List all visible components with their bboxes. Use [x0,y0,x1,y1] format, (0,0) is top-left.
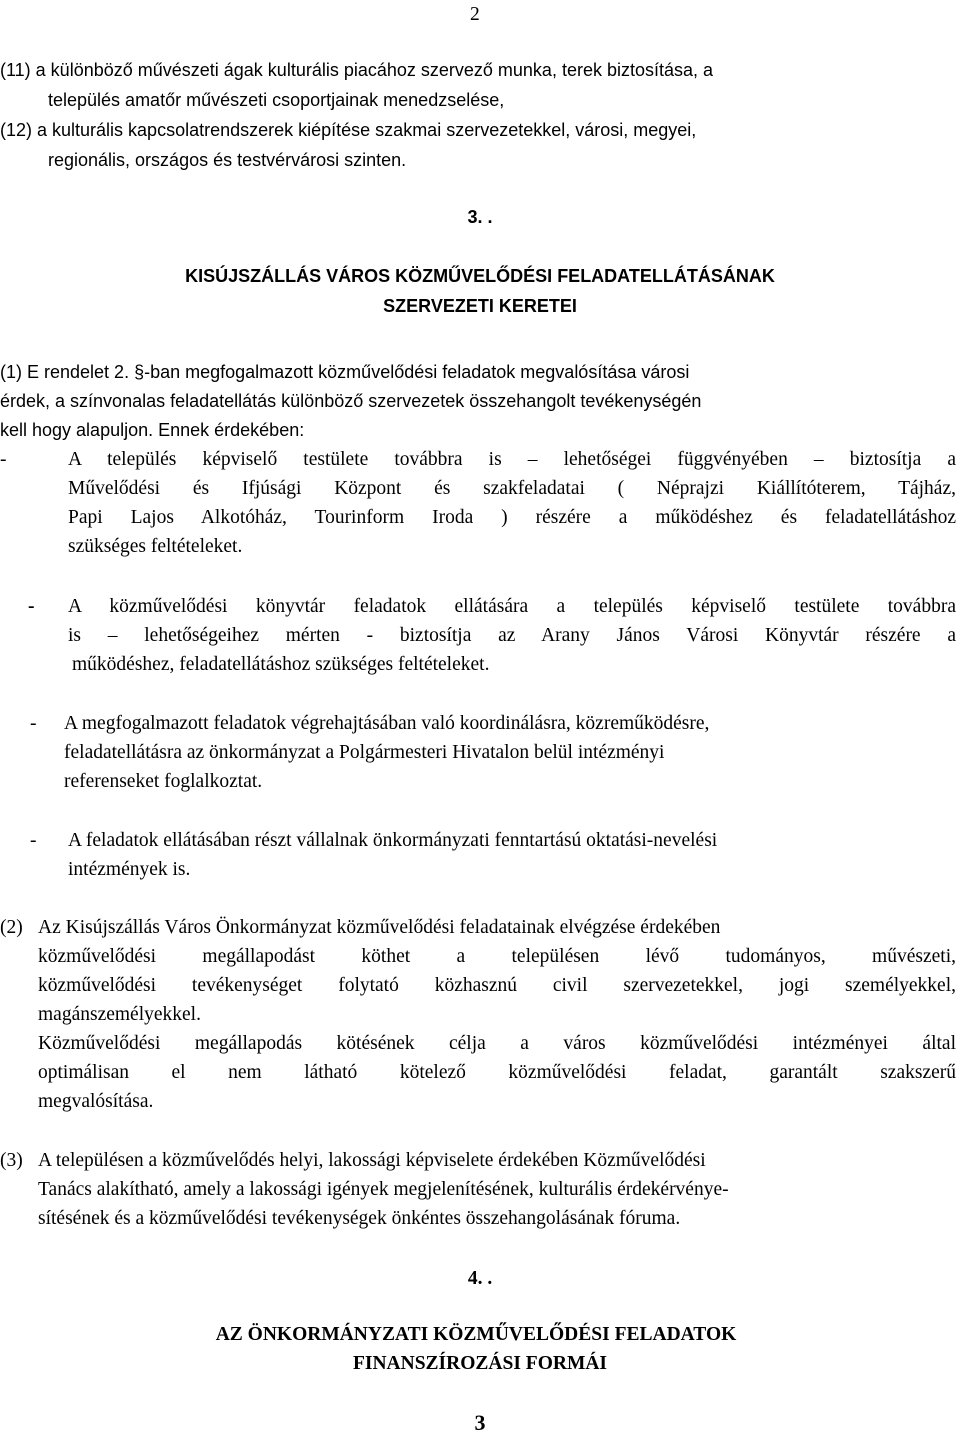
bullet-3-line-1: A megfogalmazott feladatok végrehajtásában való koordinálásra, közreműködésre, [64,713,710,734]
para-2-line-5: Közművelődési megállapodás kötésének célja a város közművelődési intézményei által [38,1033,956,1054]
para-1-line-1: (1) E rendelet 2. §-ban megfogalmazott közművelődési feladatok megvalósítása városi [0,362,690,382]
section-3-number: 3. . [467,207,493,227]
section-3-title-line-2: SZERVEZETI KERETEI [383,296,577,316]
bullet-2-line-2: is – lehetőségeihez mérten - biztosítja az Arany János Városi Könyvtár részére a [68,625,956,646]
bullet-4-dash: - [30,830,37,851]
item-12-line-1: (12) a kulturális kapcsolatrendszerek kiépítése szakmai szervezetekkel, városi, megyei, [0,120,697,140]
section-4-title-line-1: AZ ÖNKORMÁNYZATI KÖZMŰVELŐDÉSI FELADATOK [215,1324,737,1345]
bullet-2-line-1: A közművelődési könyvtár feladatok ellátására a település képviselő testülete továbbra [68,596,956,617]
bullet-3-dash: - [30,713,37,734]
bullet-2-dash: - [28,596,35,617]
para-2-line-2: közművelődési megállapodást köthet a településen lévő tudományos, művészeti, [38,946,956,967]
para-2-line-1: Az Kisújszállás Város Önkormányzat közművelődési feladatainak elvégzése érdekében [38,917,721,938]
item-12-line-2: regionális, országos és testvérvárosi szinten. [48,150,407,170]
bullet-1-line-3: Papi Lajos Alkotóház, Tourinform Iroda ) részére a működéshez és feladatellátáshoz [68,507,956,528]
footer-number: 3 [474,1410,486,1435]
bullet-4-line-1: A feladatok ellátásában részt vállalnak önkormányzati fenntartású oktatási-nevelési [68,830,718,851]
para-2-line-4: magánszemélyekkel. [38,1004,201,1025]
para-3-label: (3) [0,1150,23,1171]
bullet-4-line-2: intézmények is. [68,859,191,880]
para-3-line-3: sítésének és a közművelődési tevékenységek önkéntes összehangolásának fóruma. [38,1208,681,1229]
section-4-number: 4. . [467,1268,493,1289]
para-1-line-3: kell hogy alapuljon. Ennek érdekében: [0,420,305,440]
item-11-line-2: település amatőr művészeti csoportjainak menedzselése, [48,90,505,110]
page-number: 2 [470,4,480,25]
bullet-3-line-3: referenseket foglalkoztat. [64,771,263,792]
para-2-label: (2) [0,917,23,938]
para-3-line-1: A településen a közművelődés helyi, lakossági képviselete érdekében Közművelődési [38,1150,706,1171]
para-2-line-6: optimálisan el nem látható kötelező közművelődési feladat, garantált szakszerű [38,1062,956,1083]
bullet-1-dash: - [0,449,7,470]
item-11-line-1: (11) a különböző művészeti ágak kulturális piacához szervező munka, terek biztosítása, a [0,60,714,80]
bullet-1-line-1: A település képviselő testülete továbbra is – lehetőségei függvényében – biztosítja a [68,449,956,470]
bullet-1-line-4: szükséges feltételeket. [68,536,243,557]
bullet-3-line-2: feladatellátásra az önkormányzat a Polgármesteri Hivatalon belül intézményi [64,742,665,763]
para-1-line-2: érdek, a színvonalas feladatellátás különböző szervezetek összehangolt tevékenységén [0,391,702,411]
para-2-line-3: közművelődési tevékenységet folytató közhasznú civil szervezetekkel, jogi személyekkel, [38,975,956,996]
bullet-1-line-2: Művelődési és Ifjúsági Központ és szakfeladatai ( Néprajzi Kiállítóterem, Tájház, [68,478,956,499]
para-3-line-2: Tanács alakítható, amely a lakossági igények megjelenítésének, kulturális érdekérvénye- [38,1179,729,1200]
section-4-title-line-2: FINANSZÍROZÁSI FORMÁI [352,1353,608,1374]
section-3-title-line-1: KISÚJSZÁLLÁS VÁROS KÖZMŰVELŐDÉSI FELADATELLÁTÁSÁNAK [185,266,775,286]
bullet-2-line-3: működéshez, feladatellátáshoz szükséges feltételeket. [72,654,490,675]
para-2-line-7: megvalósítása. [38,1091,154,1112]
